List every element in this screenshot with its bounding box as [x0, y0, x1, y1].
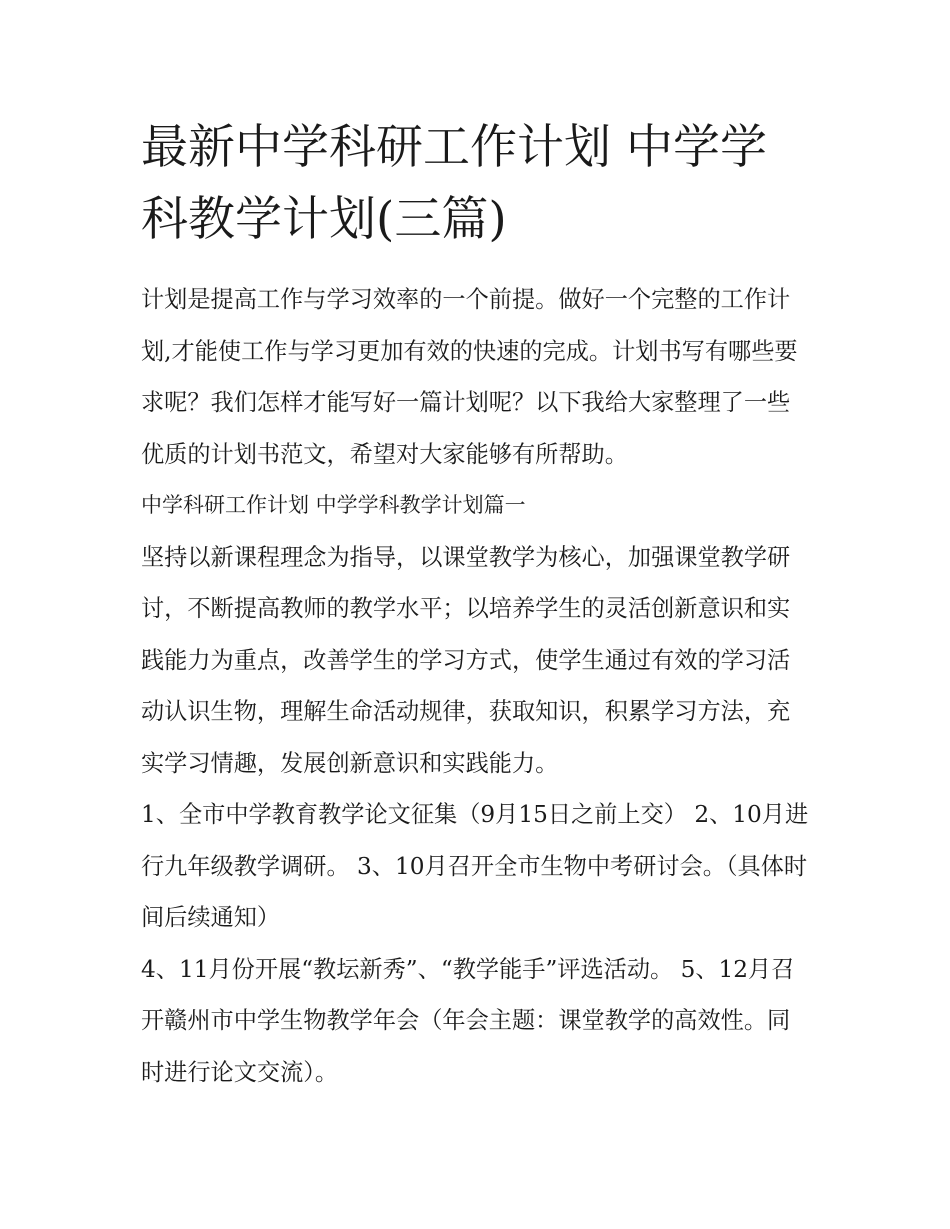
body-paragraph-2: 1、全市中学教育教学论文征集（9月15日之前上交） 2、10月进行九年级教学调研。 3、10月召开全市生物中考研讨会。（具体时间后续通知）: [141, 801, 809, 931]
intro-paragraph: 计划是提高工作与学习效率的一个前提。做好一个完整的工作计划,才能使工作与学习更加有效的快速的完成。计划书写有哪些要求呢？我们怎样才能写好一篇计划呢？以下我给大家整理了一些优质的计划书范文，希望对大家能够有所帮助。: [141, 286, 798, 468]
body-paragraph-3: 4、11月份开展“教坛新秀”、“教学能手”评选活动。 5、12月召开赣州市中学生物教学年会（年会主题：课堂教学的高效性。同时进行论文交流）。: [141, 955, 795, 1086]
document-title: 最新中学科研工作计划 中学学科教学计划(三篇): [141, 120, 767, 247]
body-paragraph-1: 坚持以新课程理念为指导，以课堂教学为核心，加强课堂教学研讨，不断提高教师的教学水平；以培养学生的灵活创新意识和实践能力为重点，改善学生的学习方式，使学生通过有效的学习活动认识生物，理解生命活动规律，获取知识，积累学习方法，充实学习情趣，发展创新意识和实践能力。: [141, 543, 791, 777]
document-page: [141, 112, 813, 1098]
section-heading: 中学科研工作计划 中学学科教学计划篇一: [141, 493, 526, 517]
